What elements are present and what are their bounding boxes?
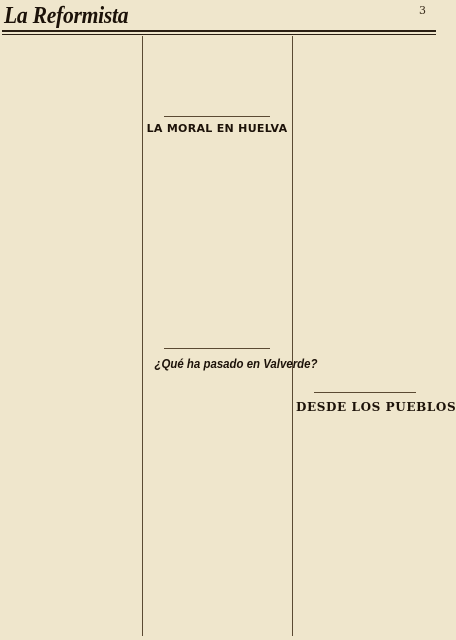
heading-que-ha-pasado-en-valverde: ¿Qué ha pasado en Valverde?	[154, 356, 318, 371]
column-middle	[146, 40, 318, 636]
section-rule	[164, 348, 270, 349]
section-rule	[314, 392, 416, 393]
header-rule	[2, 30, 436, 32]
masthead-title: La Reformista	[4, 3, 129, 29]
section-rule	[164, 116, 270, 117]
heading-desde-los-pueblos: DESDE LOS PUEBLOS	[296, 400, 456, 414]
column-rule-right	[292, 36, 293, 636]
column-right	[296, 40, 456, 636]
column-rule-left	[142, 36, 143, 636]
heading-moral-en-huelva: LA MORAL EN HUELVA	[146, 122, 288, 135]
column-left	[4, 40, 140, 636]
page-number: 3	[419, 4, 426, 17]
